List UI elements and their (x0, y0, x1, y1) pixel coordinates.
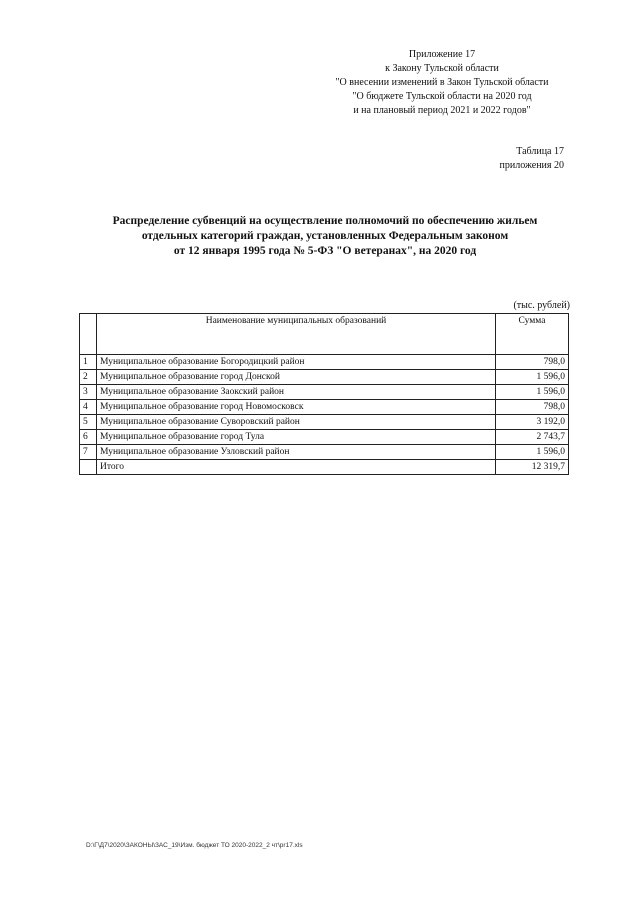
title-line: от 12 января 1995 года № 5-ФЗ "О ветеранах", на 2020 год (173, 245, 477, 257)
row-name: Муниципальное образование Заокский район (97, 385, 496, 400)
row-sum: 2 743,7 (496, 430, 569, 445)
header-name-cell: Наименование муниципальных образований (97, 314, 496, 355)
appendix-line: к Закону Тульской области (385, 63, 499, 74)
title-line: отдельных категорий граждан, установленных Федеральным законом (141, 230, 509, 242)
row-name: Муниципальное образование город Тула (97, 430, 496, 445)
table-ref-line: приложения 20 (499, 160, 564, 171)
total-label: Итого (97, 460, 496, 475)
table-row (80, 445, 569, 460)
total-sum: 12 319,7 (496, 460, 569, 475)
document-title (90, 214, 560, 259)
header-num-cell (80, 314, 97, 355)
table-row (80, 355, 569, 370)
row-sum: 1 596,0 (496, 385, 569, 400)
appendix-reference (312, 48, 572, 118)
row-num: 6 (80, 430, 97, 445)
row-name: Муниципальное образование Суворовский район (97, 415, 496, 430)
header-sum-cell: Сумма (496, 314, 569, 355)
table-ref-line: Таблица 17 (516, 146, 564, 157)
row-num: 3 (80, 385, 97, 400)
row-name: Муниципальное образование город Новомосковск (97, 400, 496, 415)
table-row (80, 400, 569, 415)
row-num: 1 (80, 355, 97, 370)
appendix-line: "О бюджете Тульской области на 2020 год (352, 91, 532, 102)
row-sum: 3 192,0 (496, 415, 569, 430)
table-row (80, 385, 569, 400)
row-sum: 1 596,0 (496, 445, 569, 460)
row-num: 2 (80, 370, 97, 385)
row-num: 5 (80, 415, 97, 430)
distribution-table (79, 313, 569, 475)
table-row (80, 430, 569, 445)
row-num: 7 (80, 445, 97, 460)
file-path-footer: D:\Г\Д7\2020\ЗАКОНЫ\ЗАС_19\Изм. бюджет ТО 2020-2022_2 чт\pr17.xls (86, 842, 303, 849)
row-name: Муниципальное образование Богородицкий район (97, 355, 496, 370)
row-name: Муниципальное образование Узловский район (97, 445, 496, 460)
appendix-line: "О внесении изменений в Закон Тульской области (335, 77, 549, 88)
appendix-line: Приложение 17 (408, 49, 476, 60)
table-row (80, 415, 569, 430)
row-name: Муниципальное образование город Донской (97, 370, 496, 385)
row-num: 4 (80, 400, 97, 415)
row-sum: 1 596,0 (496, 370, 569, 385)
total-num-cell (80, 460, 97, 475)
row-sum: 798,0 (496, 400, 569, 415)
row-sum: 798,0 (496, 355, 569, 370)
table-total-row (80, 460, 569, 475)
table-header-row (80, 314, 569, 355)
title-line: Распределение субвенций на осуществление полномочий по обеспечению жильем (112, 215, 538, 227)
table-reference (454, 145, 564, 173)
units-label: (тыс. рублей) (513, 300, 570, 311)
appendix-line: и на плановый период 2021 и 2022 годов" (353, 105, 531, 116)
table-row (80, 370, 569, 385)
